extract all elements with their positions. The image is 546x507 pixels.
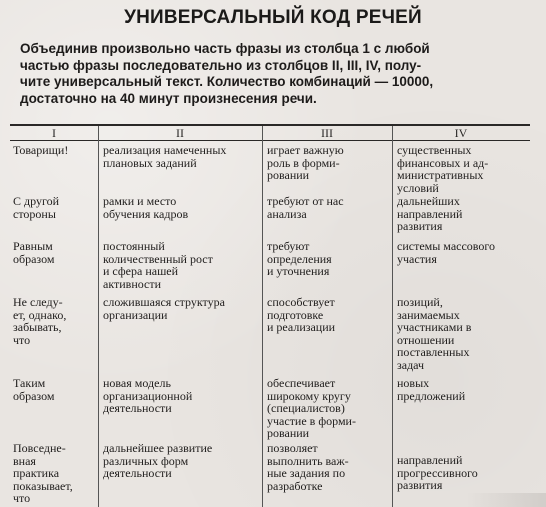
cell-col1: Товарищи! bbox=[13, 143, 69, 157]
column-header-2: II bbox=[176, 126, 184, 140]
column-divider bbox=[98, 126, 99, 507]
cell-col3: требуют от нас анализа bbox=[267, 194, 344, 221]
instructions-line: частью фразы последовательно из столбцов II, III, IV, полу- bbox=[20, 57, 422, 73]
cell-col4: системы массового участия bbox=[397, 239, 495, 266]
cell-col1: Таким образом bbox=[13, 376, 55, 403]
page-edge-shadow bbox=[466, 493, 546, 507]
cell-col2: сложившаяся структура организации bbox=[103, 295, 225, 322]
cell-col2: реализация намеченных плановых заданий bbox=[103, 143, 227, 170]
cell-col3: обеспечивает широкому кругу (специалистов) участие в форми- ровании bbox=[267, 376, 356, 441]
cell-col2: дальнейшее развитие различных форм деятельности bbox=[103, 441, 213, 481]
cell-col2: новая модель организационной деятельности bbox=[103, 376, 193, 416]
column-divider bbox=[392, 126, 393, 507]
cell-col4: существенных финансовых и ад- министративных условий bbox=[397, 143, 489, 195]
cell-col2: рамки и место обучения кадров bbox=[103, 194, 189, 221]
cell-col4: дальнейших направлений развития bbox=[397, 194, 463, 234]
instructions-paragraph bbox=[20, 41, 526, 107]
column-header-3: III bbox=[321, 126, 333, 140]
table-header-rule bbox=[10, 140, 530, 141]
column-divider bbox=[262, 126, 263, 507]
cell-col2: постоянный количественный рост и сфера нашей активности bbox=[103, 239, 213, 291]
cell-col3: играет важную роль в форми- ровании bbox=[267, 143, 344, 183]
cell-col3: способствует подготовке и реализации bbox=[267, 295, 336, 335]
cell-col4: новых предложений bbox=[397, 376, 466, 403]
cell-col1: Не следу- ет, однако, забывать, что bbox=[13, 295, 67, 347]
column-header-1: I bbox=[52, 126, 56, 140]
cell-col1: Равным образом bbox=[13, 239, 55, 266]
column-header-4: IV bbox=[454, 126, 468, 140]
cell-col4: направлений прогрессивного развития bbox=[397, 453, 478, 493]
cell-col4: позиций, занимаемых участниками в отношении поставленных задач bbox=[397, 295, 472, 372]
cell-col1: Повседне- вная практика показывает, что bbox=[13, 441, 73, 506]
instructions-line: достаточно на 40 минут произнесения речи. bbox=[20, 90, 317, 106]
cell-col1: С другой стороны bbox=[13, 194, 59, 221]
instructions-line: Объединив произвольно часть фразы из столбца 1 с любой bbox=[20, 41, 430, 56]
cell-col3: требуют определения и уточнения bbox=[267, 239, 332, 279]
instructions-line: чите универсальный текст. Количество комбинаций — 10000, bbox=[20, 74, 434, 89]
document-title: УНИВЕРСАЛЬНЫЙ КОД РЕЧЕЙ bbox=[124, 7, 422, 28]
cell-col3: позволяет выполнить важ- ные задания по разработке bbox=[267, 441, 349, 493]
